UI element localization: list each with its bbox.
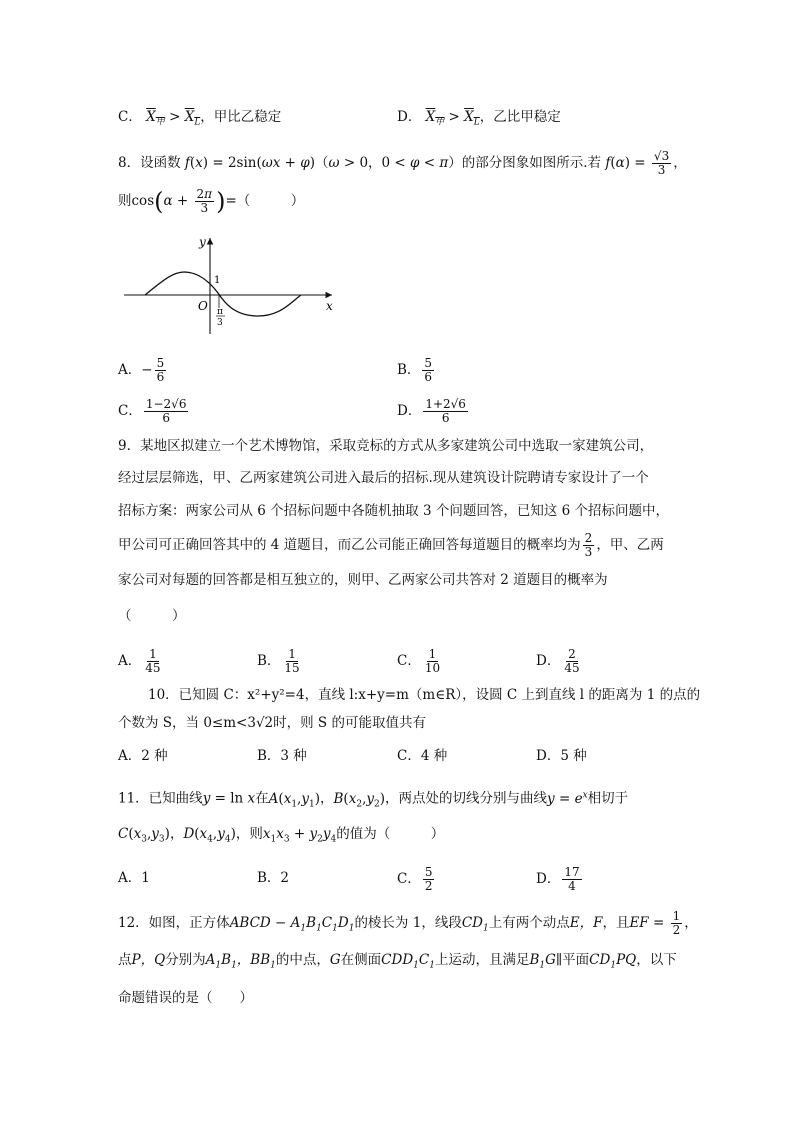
q8-option-d: D． $\frac{1+2√6}{6}$ [397,397,466,425]
q9-line5: 家公司对每题的回答都是相互独立的，则甲、乙两家公司共答对 2 道题目的概率为 [118,572,608,588]
q10-option-b: B．3 种 [257,748,307,764]
q10-line2: 个数为 S，当 0≤m<3√2时，则 S 的可能取值共有 [118,715,426,731]
q8-cos-formula: cos(α + $\frac{2\pi}{3}$ ) [131,187,226,216]
q11-point-d: $D(x_4,y_4)$ [183,826,236,845]
x-axis-label: x [326,299,333,313]
q12-cube-name: ABCD − $A_1B_1C_1D_1$ [229,915,355,934]
tick-label-3: 3 [217,318,223,328]
q12-line2: 点P，Q分别为$A_1B_1$，$BB_1$的中点，G在侧面$CDD_1C_1$上运动，且满足$B_1G\parallel$平面$CD_1PQ$，以下 [118,952,677,971]
y-intercept-label: 1 [214,275,221,286]
q8-omega-condition: ω > 0 [328,155,369,171]
q8-option-b: B． $\frac{5}{6}$ [397,356,433,384]
q8-option-c: C． $\frac{1-2√6}{6}$ [118,397,187,425]
q12-segment-cd1: $CD_1$ [461,915,489,934]
tick-label-pi: π [217,307,223,317]
q10-line1: 10．已知圆 C：x²+y²=4，直线 l:x+y=m（m∈R），设圆 C 上到直线 l 的距离为 1 的点的 [148,687,701,703]
q9-option-d: D． $\frac{2}{45}$ [536,647,580,675]
q8-stem-line1: 8．设函数 f(x) = 2sin(ωx + φ)（ω > 0，0 < φ < π）的部分图象如图所示.若 f(α) = $\frac{√3}{3}$ ， [118,149,687,177]
q12-line3: 命题错误的是（ ） [118,990,253,1006]
sine-curve [145,272,301,316]
q11-option-b: B．2 [257,870,290,886]
q11-line1: 11．已知曲线y = ln x在$A(x_1,y_1)$，$B(x_2,y_2)$，两点处的切线分别与曲线$y = e^x$相切于 [118,790,629,810]
q8-sine-graph [120,230,340,342]
q9-answer-paren: （ ） [118,608,186,624]
q9-line2: 经过层层筛选，甲、乙两家建筑公司进入最后的招标.现从建筑设计院聘请专家设计了一个 [118,470,649,486]
q10-option-d: D．5 种 [536,748,587,764]
q9-probability-fraction: $\frac{2}{3}$ [584,531,593,559]
q9-option-a: A． $\frac{1}{45}$ [118,647,161,675]
q8-function-formula: f(x) = 2sin(ωx + φ) [184,155,316,171]
q10-option-a: A．2 种 [118,748,168,764]
q11-expression: $x_1x_3 + y_2y_4$ [262,826,337,845]
q7-option-d-label: D． [397,109,422,125]
q7-option-c-text: ，甲比乙稳定 [200,109,282,125]
q12-points-ef: E，F [569,915,603,931]
q7-option-d-formula: $X_甲 > X_L$ [425,109,480,128]
origin-label: O [198,299,208,313]
q9-option-b: B． $\frac{1}{15}$ [257,647,300,675]
q11-point-a: $A(x_1,y_1)$ [268,790,320,810]
q9-line4: 甲公司可正确回答其中的 4 道题目，而乙公司能正确回答每道题目的概率均为 $\frac{2}{3}$ ，甲、乙两 [118,531,664,559]
q8-phi-condition: 0 < φ < π [381,155,449,171]
q8-f-alpha-formula: f(α) = $\frac{√3}{3}$ [605,149,670,177]
q11-line2: $C(x_3,y_3)$，$D(x_4,y_4)$，则$x_1x_3 + y_2y_4$的值为（ ） [118,826,445,845]
q11-point-c: $C(x_3,y_3)$ [118,826,170,845]
q7-options-row [118,107,281,133]
q9-option-c: C． $\frac{1}{10}$ [397,647,441,675]
q7-option-d [397,107,561,133]
q11-curve-exp: $y = e^x$ [547,790,588,807]
q8-option-a: A．− $\frac{5}{6}$ [118,356,165,384]
q7-option-c-label: C． [118,109,142,125]
q8-stem-line2: 则cos(α + $\frac{2\pi}{3}$ )=（ ） [118,187,305,216]
q12-line1: 12．如图，正方体ABCD − $A_1B_1C_1D_1$的棱长为 1，线段$CD_1$上有两个动点E，F，且EF = $\frac{1}{2}$ ， [118,909,698,937]
q11-point-b: $B(x_2,y_2)$ [333,790,386,810]
q7-option-d-text: ，乙比甲稳定 [479,109,561,125]
q9-line1: 9．某地区拟建立一个艺术博物馆，采取竞标的方式从多家建筑公司中选取一家建筑公司， [118,438,654,454]
q11-option-a: A．1 [118,870,150,886]
y-axis-label: y [199,235,206,249]
q11-curve-ln: y = ln x [202,790,256,807]
q7-option-c-formula: $X_甲 > X_L$ [146,109,201,128]
q11-option-d: D． $\frac{17}{4}$ [536,865,580,893]
q8-number: 8． [118,155,141,171]
q10-option-c: C．4 种 [397,748,448,764]
q12-ef-length: EF = $\frac{1}{2}$ [629,909,681,937]
q9-line3: 招标方案：两家公司从 6 个招标问题中各随机抽取 3 个问题回答，已知这 6 个招标问题中， [118,503,670,519]
q11-option-c: C． $\frac{5}{2}$ [397,865,433,893]
